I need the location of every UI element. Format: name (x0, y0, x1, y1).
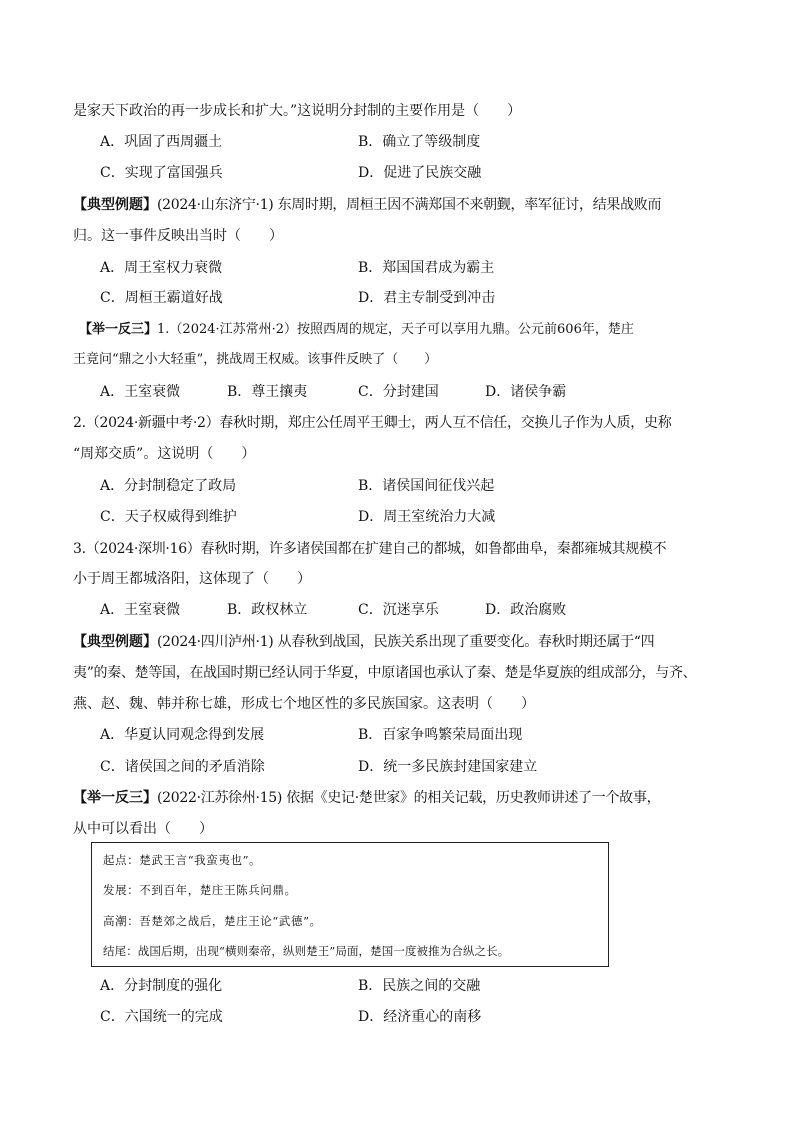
option-c[interactable]: C．分封建国 (358, 384, 439, 400)
example-tag: 【典型例题】 (73, 197, 157, 213)
example-question-line (73, 195, 661, 215)
practice-stem-line: 王竟问“鼎之小大轻重”，挑战周王权威。该事件反映了（ ） (73, 352, 438, 367)
practice-tag: 【举一反三】 (79, 322, 158, 337)
option-b[interactable]: B．尊王攘夷 (227, 384, 308, 400)
practice-stem: (2022·江苏徐州·15) 依据《史记·楚世家》的相关记载，历史教师讲述了一个故事， (157, 790, 661, 806)
example-stem-line: 夷”的秦、楚等国，在战国时期已经认同于华夏，中原诸国也承认了秦、楚是华夏族的组成部分，与齐、 (73, 665, 697, 681)
practice-tag: 【举一反三】 (73, 790, 157, 806)
question-2-line: “周郑交质”。这说明（ ） (73, 446, 256, 462)
question-3-line: 3.（2024·深圳·16）春秋时期，许多诸侯国都在扩建自己的都城，如鲁都曲阜，秦都雍城其规模不 (73, 541, 667, 557)
option-b[interactable]: B．民族之间的交融 (358, 978, 481, 994)
option-a[interactable]: A．周王室权力衰微 (100, 260, 223, 276)
option-c[interactable]: C．天子权威得到维护 (100, 509, 237, 525)
option-c[interactable]: C．实现了富国强兵 (100, 165, 223, 181)
example-stem: (2024·山东济宁·1) 东周时期，周桓王因不满郑国不来朝觐，率军征讨，结果战败而 (157, 197, 662, 213)
option-b[interactable]: B．确立了等级制度 (358, 134, 481, 150)
story-line-ending: 结尾：战国后期，出现“横则秦帝，纵则楚王”局面，楚国一度被推为合纵之长。 (103, 944, 510, 958)
practice-question-line (79, 320, 634, 340)
option-a[interactable]: A．分封制度的强化 (100, 978, 223, 994)
question-2-line: 2.（2024·新疆中考·2）春秋时期，郑庄公任周平王卿士，两人互不信任，交换儿子作为人质，史称 (73, 415, 672, 431)
option-d[interactable]: D．经济重心的南移 (358, 1009, 482, 1025)
story-line-development: 发展：不到百年，楚庄王陈兵问鼎。 (103, 883, 297, 897)
story-line-climax: 高潮：吾楚郊之战后，楚庄王论“武德”。 (103, 914, 322, 928)
option-b[interactable]: B．郑国国君成为霸主 (358, 260, 495, 276)
question-stem-line: 是家天下政治的再一步成长和扩大。”这说明分封制的主要作用是（ ） (73, 103, 522, 119)
option-b[interactable]: B．百家争鸣繁荣局面出现 (358, 727, 523, 743)
option-d[interactable]: D．诸侯争霸 (485, 384, 567, 400)
practice-stem: 1.（2024·江苏常州·2）按照西周的规定，天子可以享用九鼎。公元前606年，楚庄 (157, 322, 634, 337)
option-c[interactable]: C．诸侯国之间的矛盾消除 (100, 759, 265, 775)
story-box (91, 842, 609, 967)
example-stem-line: 归。这一事件反映出当时（ ） (73, 228, 283, 244)
option-a[interactable]: A．华夏认同观念得到发展 (100, 727, 265, 743)
option-b[interactable]: B．诸侯国间征伐兴起 (358, 478, 495, 494)
question-3-line: 小于周王都城洛阳，这体现了（ ） (73, 571, 311, 587)
option-d[interactable]: D．统一多民族封建国家建立 (358, 759, 538, 775)
example-stem-line: 燕、赵、魏、韩并称七雄，形成七个地区性的多民族国家。这表明（ ） (73, 696, 535, 712)
option-d[interactable]: D．促进了民族交融 (358, 165, 482, 181)
option-c[interactable]: C．沉迷享乐 (358, 602, 439, 618)
option-c[interactable]: C．周桓王霸道好战 (100, 290, 223, 306)
story-line-start: 起点：楚武王言“我蛮夷也”。 (103, 853, 262, 867)
option-a[interactable]: A．王室衰微 (100, 602, 181, 618)
example-question-line (73, 632, 654, 652)
option-d[interactable]: D．政治腐败 (485, 602, 567, 618)
practice-stem-line: 从中可以看出（ ） (73, 821, 213, 837)
option-a[interactable]: A．王室衰微 (100, 384, 181, 400)
option-a[interactable]: A．巩固了西周疆土 (100, 134, 223, 150)
option-a[interactable]: A．分封制稳定了政局 (100, 478, 237, 494)
example-tag: 【典型例题】 (73, 634, 157, 650)
option-c[interactable]: C．六国统一的完成 (100, 1009, 223, 1025)
practice-question-line (73, 788, 660, 808)
example-stem: (2024·四川泸州·1) 从春秋到战国，民族关系出现了重要变化。春秋时期还属于“四 (157, 634, 655, 650)
option-d[interactable]: D．君主专制受到冲击 (358, 290, 496, 306)
option-d[interactable]: D．周王室统治力大减 (358, 509, 496, 525)
option-b[interactable]: B．政权林立 (227, 602, 308, 618)
